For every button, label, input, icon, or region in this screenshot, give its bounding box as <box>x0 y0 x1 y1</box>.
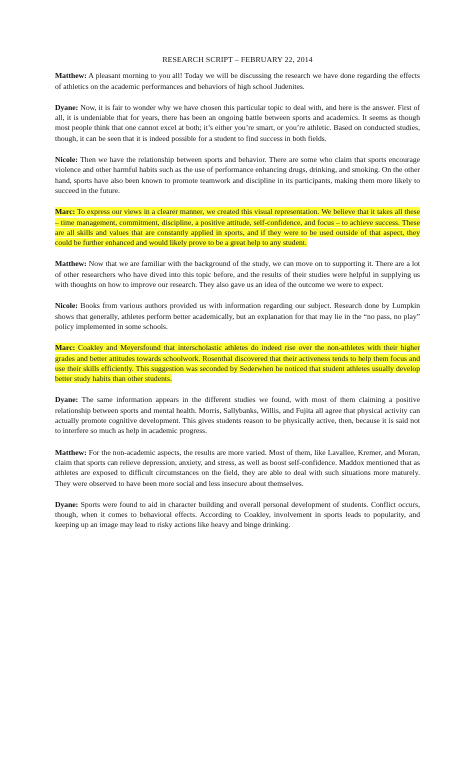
dialogue-text: Books from various authors provided us with information regarding our subject. Research done by Lumpkin shows that generally, athletes perform better academically, but an explanation for that may lie in the “no pass, no play” policy implemented in some schools. <box>55 301 420 331</box>
dialogue-paragraph <box>55 155 420 196</box>
dialogue-text: The same information appears in the different studies we found, with most of them claiming a positive relationship between sports and mental health. Morris, Sallybanks, Willis, and Fujita all agree that physical activity can actually promote cognitive development. This gives students reason to be physically active, then, because it is said not to interfere so much as help in academic progress. <box>55 395 420 436</box>
dialogue-text: Now that we are familiar with the background of the study, we can move on to supporting it. There are a lot of other researchers who have dived into this topic before, and the results of their studies were helpful in supplying us with thoughts on how to improve our research. They also gave us an idea of the outcome we were to expect. <box>55 259 420 290</box>
highlighted-dialogue-paragraph <box>55 207 420 248</box>
dialogue-paragraph <box>55 500 420 531</box>
dialogue-text: Then we have the relationship between sports and behavior. There are some who claim that sports encourage violence and other harmful habits such as the use of performance enhancing drugs, drinking, and smoking. On the other hand, sports have also been known to promote teamwork and discipline in its participants, making them more likely to succeed in the future. <box>55 155 420 195</box>
speaker-name: Matthew: <box>55 259 87 269</box>
speaker-name: Matthew: <box>55 71 87 81</box>
dialogue-text: A pleasant morning to you all! Today we will be discussing the research we have done regarding the effects of athletics on the academic performances and behaviors of high school Judenites. <box>55 71 420 91</box>
dialogue-text: To express our views in a clearer manner, we created this visual representation. We believe that it takes all these – time management, commitment, discipline, a positive attitude, self-confidence, and focus – to achieve success. These are all skills and values that are constantly applied in sports, and if they were to be used outside of that aspect, they could be further enhanced and would likely prove to be a great help to any student. <box>55 207 420 248</box>
dialogue-paragraph <box>55 71 420 92</box>
document-title: RESEARCH SCRIPT – FEBRUARY 22, 2014 <box>162 55 313 64</box>
speaker-name: Marc: <box>55 207 76 217</box>
speaker-name: Nicole: <box>55 301 78 311</box>
speaker-name: Dyane: <box>55 102 79 112</box>
dialogue-paragraph <box>55 103 420 144</box>
dialogue-text: Sports were found to aid in character building and overall personal development of students. Conflict occurs, though, when it comes to behavioral effects. According to Coakley, involvement in sports leads to popularity, and keeping up an image may lead to risky actions like heavy and binge drinking. <box>55 499 420 530</box>
speaker-name: Marc: <box>55 343 76 353</box>
dialogue-paragraph <box>55 448 420 489</box>
speaker-name: Dyane: <box>55 395 79 405</box>
highlighted-dialogue-paragraph <box>55 343 420 384</box>
dialogue-paragraph <box>55 395 420 436</box>
document-body <box>55 55 420 542</box>
dialogue-text: Now, it is fair to wonder why we have chosen this particular topic to deal with, and here is the answer. First of all, it is undeniable that for years, there has been an ongoing battle between sports and academics. It seems as though most people think that one cannot excel at both; it’s either you’re smart, or you’re athletic. Based on conducted studies, though, it can be seen that it is indeed possible for a student to find success in both fields. <box>55 102 420 143</box>
speaker-name: Nicole: <box>55 155 78 165</box>
dialogue-text: Coakley and Meyersfound that interscholastic athletes do indeed rise over the non-athletes with their higher grades and better attitudes towards schoolwork. Rosenthal discovered that their activeness tends to help them focus and use their skills efficiently. This suggestion was seconded by Sederwhen he noticed that student athletes usually develop better study habits than other students. <box>55 343 420 384</box>
dialogue-paragraph <box>55 301 420 332</box>
speaker-name: Matthew: <box>55 447 87 457</box>
dialogue-paragraph <box>55 259 420 290</box>
speaker-name: Dyane: <box>55 499 79 509</box>
dialogue-text: For the non-academic aspects, the results are more varied. Most of them, like Lavallee, Kremer, and Moran, claim that sports can relieve depression, anxiety, and stress, as well as boost self-confidence. Maddox mentioned that as athletes are exposed to difficult circumstances on the field, they are able to deal with such situations more maturely. They were observed to have been more social and less insecure about themselves. <box>55 447 420 488</box>
